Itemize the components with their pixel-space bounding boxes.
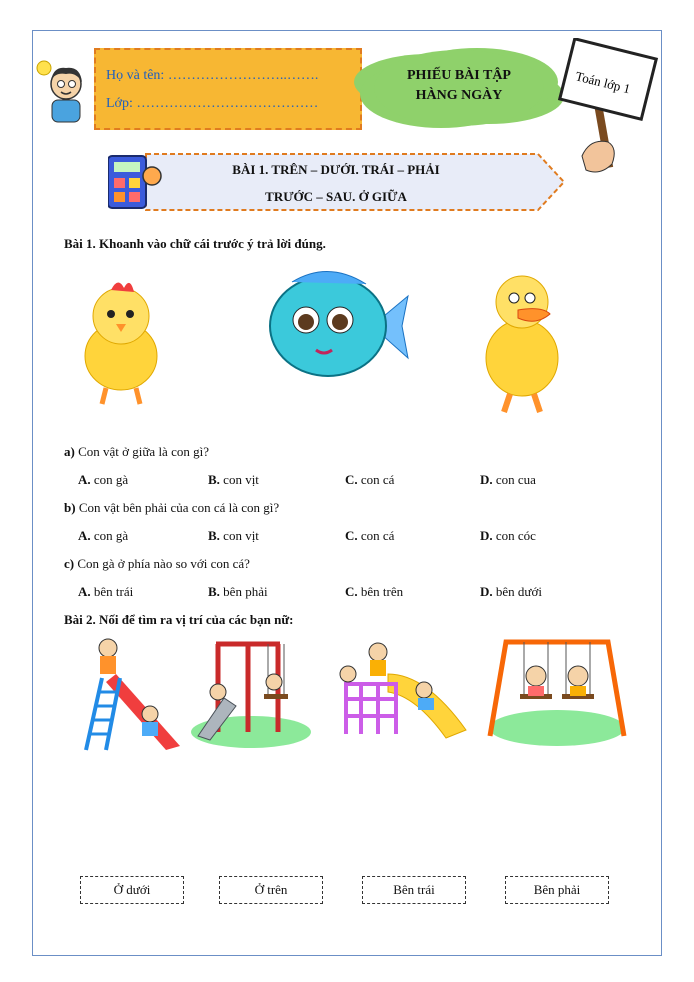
banner-line2: TRƯỚC – SAU. Ở GIỮA	[265, 189, 407, 204]
option-a-C[interactable]: C. con cá	[345, 472, 395, 487]
option-a-B[interactable]: B. con vịt	[208, 472, 259, 487]
question-b: b) Con vật bên phải của con cá là con gì?	[64, 500, 280, 515]
option-b-D[interactable]: D. con cóc	[480, 528, 536, 543]
swing-two-kids-image	[486, 636, 628, 746]
question-c: c) Con gà ở phía nào so với con cá?	[64, 556, 250, 571]
choice-below-box[interactable]: Ở dưới	[80, 876, 184, 904]
option-b-A[interactable]: A. con gà	[78, 528, 129, 543]
option-a-D[interactable]: D. con cua	[480, 472, 536, 487]
exercise1-title: Bài 1. Khoanh vào chữ cái trước ý trả lời đúng.	[64, 236, 326, 251]
student-info-box	[94, 48, 362, 130]
name-field[interactable]: Họ và tên: ……………………..…….	[106, 68, 319, 83]
option-b-B[interactable]: B. con vịt	[208, 528, 259, 543]
option-c-B[interactable]: B. bên phải	[208, 584, 268, 599]
banner-line1: BÀI 1. TRÊN – DƯỚI. TRÁI – PHẢI	[232, 162, 440, 177]
option-c-C[interactable]: C. bên trên	[345, 584, 404, 599]
slide-kids-image	[76, 634, 184, 752]
option-b-C[interactable]: C. con cá	[345, 528, 395, 543]
question-a: a) Con vật ở giữa là con gì?	[64, 444, 209, 459]
worksheet-title-cloud	[374, 50, 544, 126]
option-c-A[interactable]: A. bên trái	[78, 584, 134, 599]
climbing-slide-kids-image	[326, 634, 470, 742]
student-idea-icon	[32, 54, 94, 124]
exercise2-title: Bài 2. Nối để tìm ra vị trí của các bạn nữ:	[64, 612, 294, 627]
duck-image	[470, 262, 580, 418]
sign-text: Toán lớp 1	[574, 68, 632, 97]
option-c-D[interactable]: D. bên dưới	[480, 584, 542, 599]
choice-above-box[interactable]: Ở trên	[219, 876, 323, 904]
class-field[interactable]: Lớp: …………………………………	[106, 96, 319, 111]
chick-image	[66, 274, 176, 414]
swing-slide-kids-image	[188, 636, 314, 750]
fish-image	[262, 266, 412, 386]
worksheet-title-line2: HÀNG NGÀY	[415, 88, 503, 103]
option-a-A[interactable]: A. con gà	[78, 472, 129, 487]
hand-sign-icon	[552, 38, 662, 178]
worksheet-title-line1: PHIẾU BÀI TẬP	[407, 68, 511, 83]
choice-left-box[interactable]: Bên trái	[362, 876, 466, 904]
choice-right-box[interactable]: Bên phải	[505, 876, 609, 904]
